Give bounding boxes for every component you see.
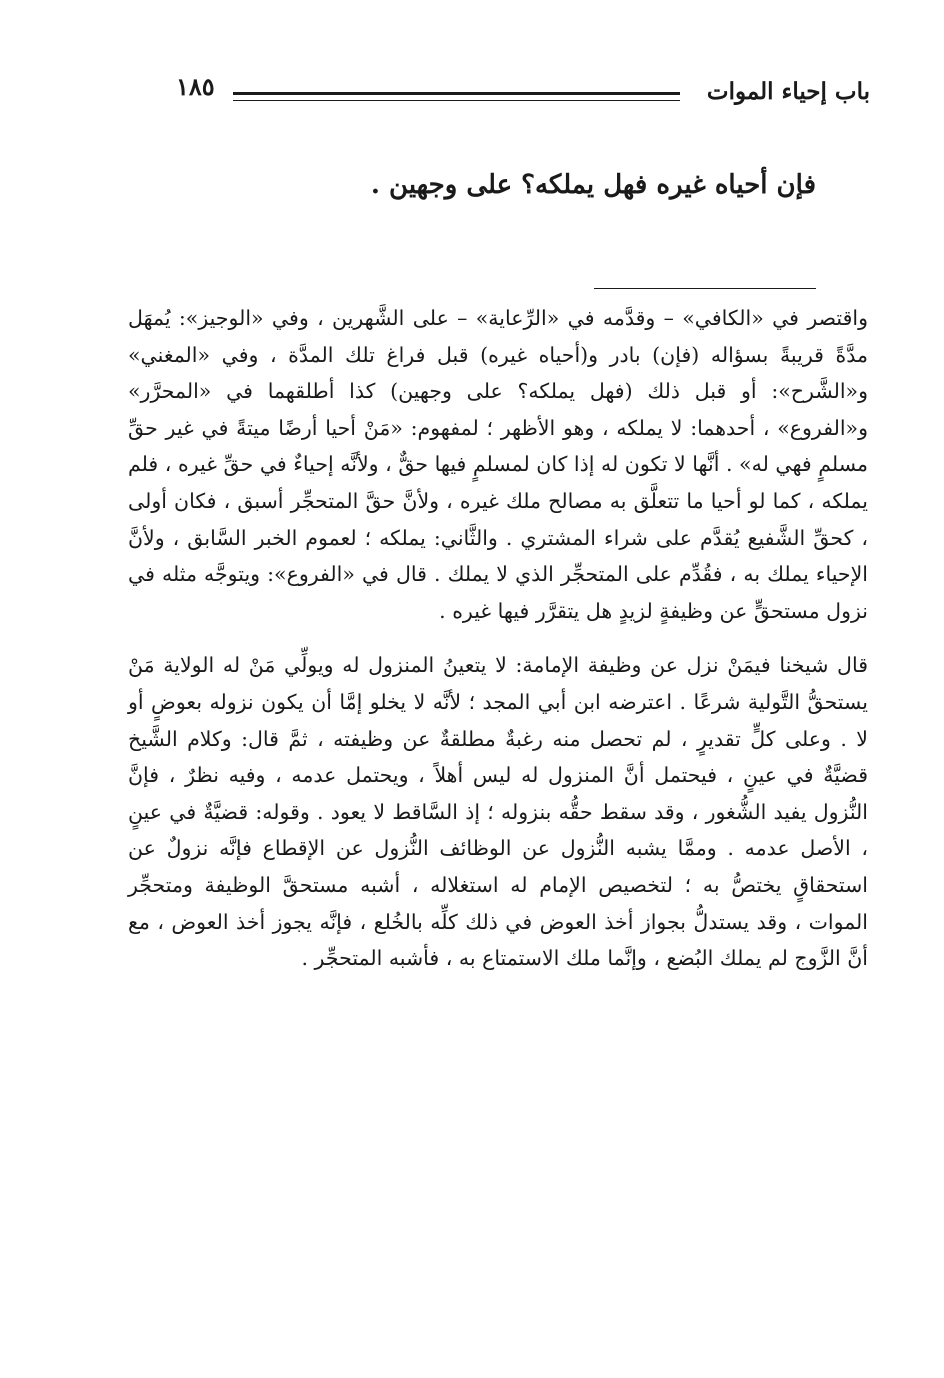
page-number: ١٨٥ — [176, 72, 215, 101]
matn-text: فإن أحياه غيره فهل يملكه؟ على وجهين . — [370, 170, 816, 200]
separator-rule — [594, 288, 816, 289]
commentary-body — [128, 300, 868, 977]
header-rule — [233, 92, 680, 101]
running-header — [120, 70, 870, 120]
commentary-paragraph: قال شيخنا فيمَنْ نزل عن وظيفة الإمامة: لا يتعينُ المنزول له ويولِّي مَنْ له الولاية مَنْ يستحقُّ التَّولية شرعًا . اعترضه ابن أبي المجد ؛ لأنَّه لا يخلو إمَّا أن يكون نزوله بعوضٍ أو لا . وعلى كلٍّ تقديرٍ ، لم تحصل منه رغبةٌ مطلقةٌ عن وظيفته ، ثمَّ قال: وكلام الشَّيخ قضيَّةٌ في عينٍ ، فيحتمل أنَّ المنزول له ليس أهلاً ، ويحتمل عدمه ، وفيه نظرٌ ، فإنَّ النُّزول يفيد الشُّغور ، وقد سقط حقُّه بنزوله ؛ إذ السَّاقط لا يعود . وقوله: قضيَّةٌ في عينٍ ، الأصل عدمه . وممَّا يشبه النُّزول عن الوظائف النُّزول عن الإقطاع فإنَّه نزولٌ عن استحقاقٍ يختصُّ به ؛ لتخصيص الإمام له استغلاله ، أشبه مستحقَّ الوظيفة ومتحجِّر الموات ، وقد يستدلُّ بجواز أخذ العوض في ذلك كلِّه بالخُلع ، فإنَّه يجوز أخذ العوض ، مع أنَّ الزَّوج لم يملك البُضع ، وإنَّما ملك الاستمتاع به ، فأشبه المتحجِّر . — [128, 653, 868, 971]
chapter-title: باب إحياء الموات — [706, 78, 870, 105]
commentary-paragraph: واقتصر في «الكافي» – وقدَّمه في «الرِّعاية» – على الشَّهرين ، وفي «الوجيز»: يُمهَل مدَّةً قريبةً بسؤاله (فإن) بادر و(أحياه غيره) قبل فراغ تلك المدَّة ، وفي «المغني» و«الشَّرح»: أو قبل ذلك (فهل يملكه؟ على وجهين) كذا أطلقهما في «المحرَّر» و«الفروع» ، أحدهما: لا يملكه ، وهو الأظهر ؛ لمفهوم: «مَنْ أحيا أرضًا ميتةً في غير حقِّ مسلمٍ فهي له» . أنَّها لا تكون له إذا كان لمسلمٍ فيها حقٌّ ، ولأنَّه إحياءٌ في حقِّ غيره ، فلم يملكه ، كما لو أحيا ما تتعلَّق به مصالح ملك غيره ، ولأنَّ حقَّ المتحجِّر أسبق ، فكان أولى ، كحقِّ الشَّفيع يُقدَّم على شراء المشتري . والثَّاني: يملكه ؛ لعموم الخبر السَّابق ، ولأنَّ الإحياء يملك به ، فقُدِّم على المتحجِّر الذي لا يملك . قال في «الفروع»: ويتوجَّه مثله في نزول مستحقٍّ عن وظيفةٍ لزيدٍ هل يتقرَّر فيها غيره . — [128, 306, 868, 623]
